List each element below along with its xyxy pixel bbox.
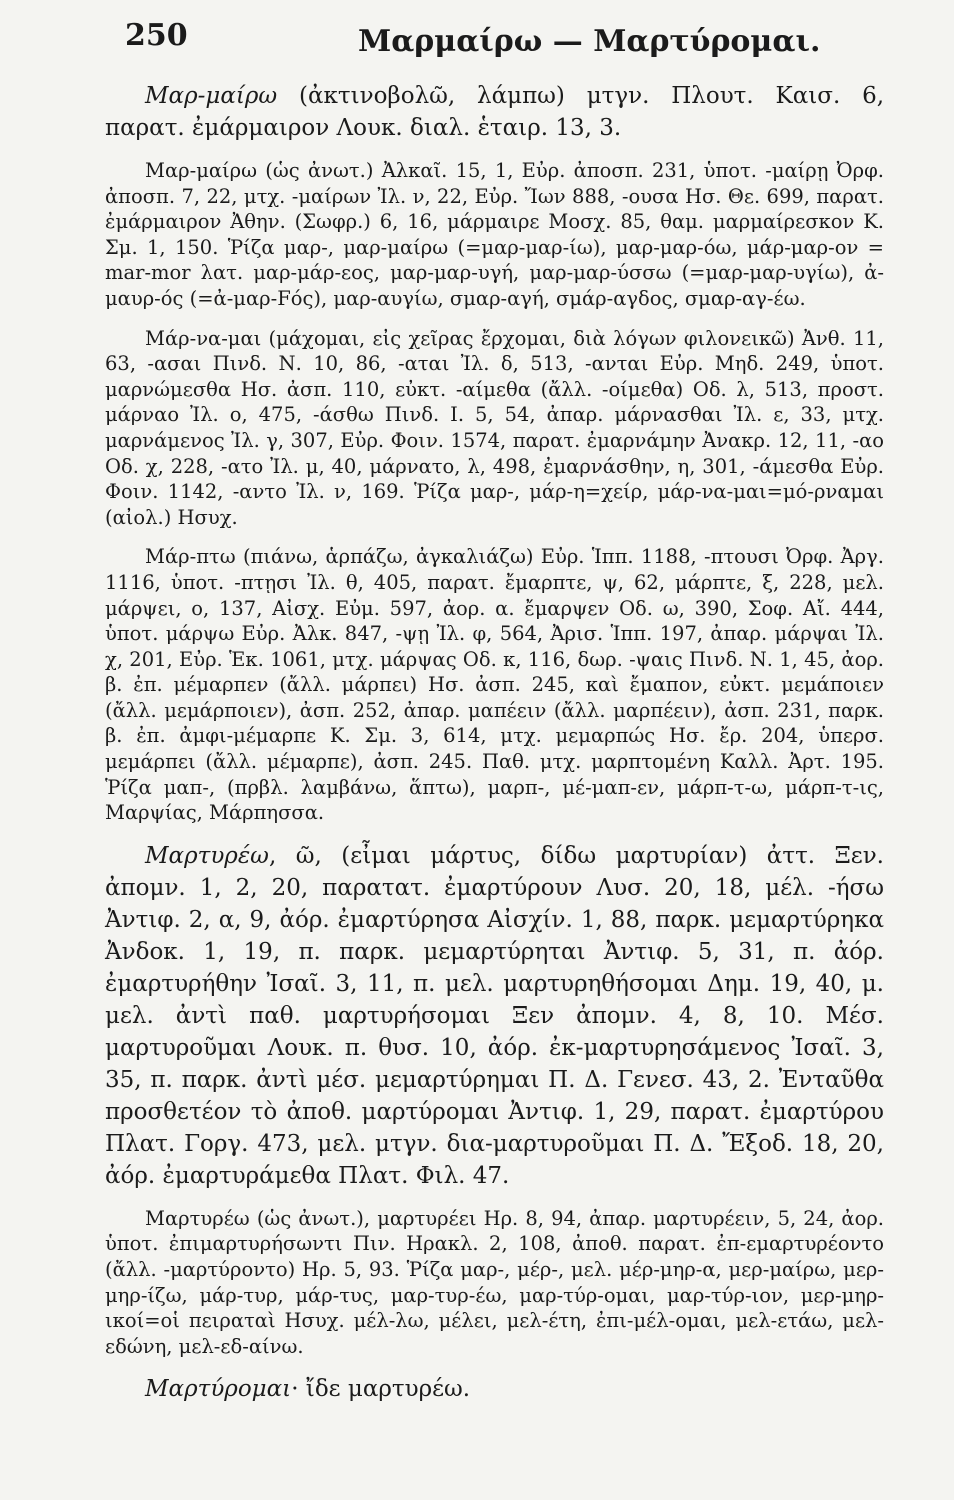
entry-text: Μαρτυρέω (ὡς ἀνωτ.), μαρτυρέει Ηρ. 8, 94, ἀπαρ. μαρτυρέειν, 5, 24, ἀορ. ὑποτ. ἐπιμαρτυρήσωντι Πιν. Ηρακλ. 2, 108, ἀποθ. παρατ. ἐπ-εμαρτυρέοντο (ἄλλ. -μαρτύροντο) Ηρ. 5, 93. Ῥίζα μαρ-, μέρ-, μελ. μέρ-μηρ-α, μερ-μαίρω, μερ-μηρ-ίζω, μάρ-τυρ, μάρ-τυς, μαρ-τυρ-έω, μαρ-τύρ-ομαι, μαρ-τύρ-ιον, μερ-μηρ-ικοί=οἱ πειραταὶ Ησυχ. μέλ-λω, μέλει, μελ-έτη, ἐπι-μέλ-ομαι, μελ-ετάω, μελ-εδώνη, μελ-εδ-αίνω. bbox=[105, 1206, 884, 1358]
entry-text: · ἴδε μαρτυρέω. bbox=[291, 1376, 471, 1403]
entry-martyreo bbox=[105, 840, 884, 1192]
entries bbox=[105, 80, 884, 1405]
page-number: 250 bbox=[125, 18, 188, 53]
entry-headword: Μαρ-μαίρω bbox=[145, 83, 278, 109]
page-header bbox=[105, 14, 884, 76]
entry-marnamai bbox=[105, 326, 884, 531]
entry-text: Μάρ-πτω (πιάνω, ἁρπάζω, ἀγκαλιάζω) Εὐρ. Ἱππ. 1188, -πτουσι Ὀρφ. Ἀργ. 1116, ὑποτ. -πτῃσι Ἰλ. θ, 405, παρατ. ἔμαρπτε, ψ, 62, μάρπτε, ξ, 228, μελ. μάρψει, ο, 137, Αἰσχ. Εὐμ. 597, ἀορ. α. ἔμαρψεν Οδ. ω, 390, Σοφ. Αἴ. 444, ὑποτ. μάρψω Εὐρ. Ἀλκ. 847, -ψῃ Ἰλ. φ, 564, Ἀρισ. Ἱππ. 197, ἀπαρ. μάρψαι Ἰλ. χ, 201, Εὐρ. Ἑκ. 1061, μτχ. μάρψας Οδ. κ, 116, δωρ. -ψαις Πινδ. Ν. 1, 45, ἀορ. β. ἐπ. μέμαρπεν (ἄλλ. μάρπει) Ησ. ἀσπ. 245, καὶ ἔμαπον, εὐκτ. μεμάποιεν (ἄλλ. μεμάρποιεν), ἀσπ. 252, ἀπαρ. μαπέειν (ἄλλ. μαρπέειν), ἀσπ. 231, παρκ. β. ἐπ. ἀμφι-μέμαρπε Κ. Σμ. 3, 614, μτχ. μεμαρπώς Ησ. ἔρ. 204, ὑπερσ. μεμάρπει (ἄλλ. μέμαρπε), ἀσπ. 245. Παθ. μτχ. μαρπτομένη Καλλ. Ἀρτ. 195. Ῥίζα μαπ-, (πρβλ. λαμβάνω, ἅπτω), μαρπ-, μέ-μαπ-εν, μάρπ-τ-ω, μάρπ-τ-ις, Μαρψίας, Μάρπησσα. bbox=[105, 545, 884, 825]
entry-marmairo-greek bbox=[105, 158, 884, 312]
entry-text: Μαρ-μαίρω (ὡς ἀνωτ.) Ἀλκαῖ. 15, 1, Εὐρ. ἀποσπ. 231, ὑποτ. -μαίρῃ Ὀρφ. ἀποσπ. 7, 22, μτχ. -μαίρων Ἰλ. ν, 22, Εὐρ. Ἴων 888, -ουσα Ησ. Θε. 699, παρατ. ἐμάρμαιρον Ἀθην. (Σωφρ.) 6, 16, μάρμαιρε Μοσχ. 85, θαμ. μαρμαίρεσκον Κ. Σμ. 1, 150. Ῥίζα μαρ-, μαρ-μαίρω (=μαρ-μαρ-ίω), μαρ-μαρ-όω, μάρ-μαρ-ον = mar-mor λατ. μαρ-μάρ-εος, μαρ-μαρ-υγή, μαρ-μαρ-ύσσω (=μαρ-μαρ-υγίω), ἀ-μαυρ-ός (=ἀ-μαρ-Fός), μαρ-αυγίω, σμαρ-αγή, σμάρ-αγδος, σμαρ-αγ-έω. bbox=[105, 159, 884, 310]
entry-martyreo-greek bbox=[105, 1206, 884, 1360]
entry-headword: Μαρτυρέω bbox=[145, 842, 269, 869]
entry-marmairo bbox=[105, 80, 884, 144]
entry-marpto bbox=[105, 544, 884, 826]
entry-text: , ῶ, (εἶμαι μάρτυς, δίδω μαρτυρίαν) ἀττ. Ξεν. ἀπομν. 1, 2, 20, παρατατ. ἐμαρτύρουν Λυσ. 20, 18, μέλ. -ήσω Ἀντιφ. 2, α, 9, ἀόρ. ἐμαρτύρησα Αἰσχίν. 1, 88, παρκ. μεμαρτύρηκα Ἀνδοκ. 1, 19, π. παρκ. μεμαρτύρηται Ἀντιφ. 5, 31, π. ἀόρ. ἐμαρτυρήθην Ἰσαῖ. 3, 11, π. μελ. μαρτυρηθήσομαι Δημ. 19, 40, μ. μελ. ἀντὶ παθ. μαρτυρήσομαι Ξεν ἀπομν. 4, 8, 10. Μέσ. μαρτυροῦμαι Λουκ. π. θυσ. 10, ἀόρ. ἐκ-μαρτυρησάμενος Ἰσαῖ. 3, 35, π. παρκ. ἀντὶ μέσ. μεμαρτύρημαι Π. Δ. Γενεσ. 43, 2. Ἐνταῦθα προσθετέον τὸ ἀποθ. μαρτύρομαι Ἀντιφ. 1, 29, παρατ. ἐμαρτύρου Πλατ. Γοργ. 473, μελ. μτγν. δια-μαρτυροῦμαι Π. Δ. Ἔξοδ. 18, 20, ἀόρ. ἐμαρτυράμεθα Πλατ. Φιλ. 47. bbox=[105, 842, 884, 1189]
running-title: Μαρμαίρω — Μαρτύρομαι. bbox=[358, 24, 821, 59]
entry-headword: Μαρτύρομαι bbox=[145, 1376, 292, 1403]
entry-martyromai bbox=[105, 1373, 884, 1405]
entry-text: Μάρ-να-μαι (μάχομαι, εἰς χεῖρας ἔρχομαι, διὰ λόγων φιλονεικῶ) Ἀνθ. 11, 63, -ασαι Πινδ. Ν. 10, 86, -αται Ἰλ. δ, 513, -ανται Εὐρ. Μηδ. 249, ὑποτ. μαρνώμεσθα Ησ. ἀσπ. 110, εὐκτ. -αίμεθα (ἄλλ. -οίμεθα) Οδ. λ, 513, προστ. μάρναο Ἰλ. ο, 475, -άσθω Πινδ. Ι. 5, 54, ἀπαρ. μάρνασθαι Ἰλ. ε, 33, μτχ. μαρνάμενος Ἰλ. γ, 307, Εὐρ. Φοιν. 1574, παρατ. ἐμαρνάμην Ἀνακρ. 12, 11, -αο Οδ. χ, 228, -ατο Ἰλ. μ, 40, μάρνατο, λ, 498, ἐμαρνάσθην, η, 301, -άμεσθα Εὐρ. Φοιν. 1142, -αντο Ἰλ. ν, 169. Ῥίζα μαρ-, μάρ-η=χείρ, μάρ-να-μαι=μό-ρναμαι (αἰολ.) Ησυχ. bbox=[105, 326, 884, 529]
entry-text: (ἀκτινοβολῶ, λάμπω) μτγν. Πλουτ. Καισ. 6, παρατ. ἐμάρμαιρον Λουκ. διαλ. ἑταιρ. 13, 3. bbox=[105, 83, 885, 141]
